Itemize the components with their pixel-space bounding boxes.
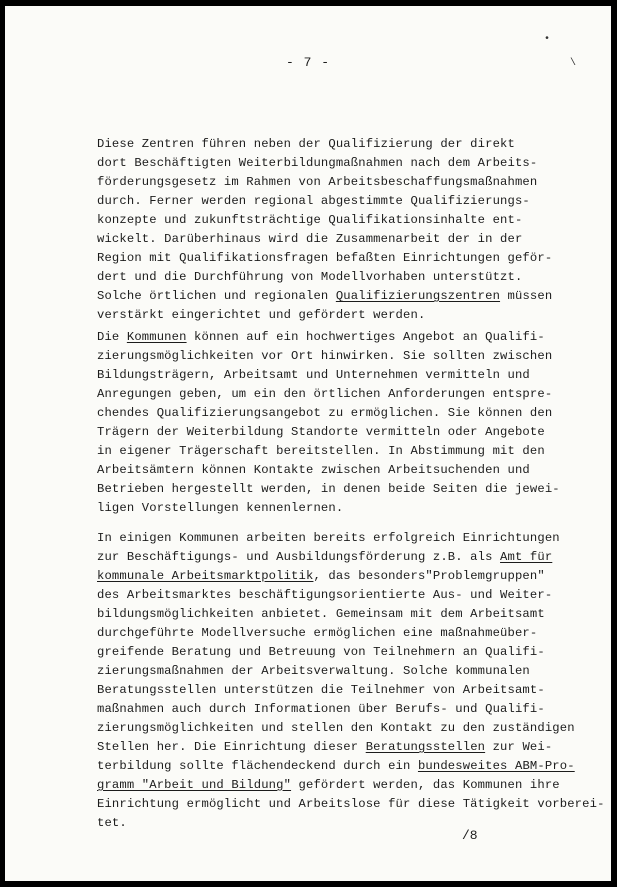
text-line: [97, 662, 605, 681]
underlined-term: gramm "Arbeit und Bildung": [97, 778, 292, 792]
text-line: [97, 605, 605, 624]
text-segment: gefördert werden, das Kommunen ihre: [291, 778, 560, 792]
scan-mark: •: [544, 34, 551, 45]
text-segment: Stellen her. Die Einrichtung dieser: [97, 740, 366, 754]
text-line: [97, 385, 560, 404]
text-line: [97, 795, 605, 814]
text-segment: Solche örtlichen und regionalen: [97, 289, 336, 303]
text-segment: maßnahmen auch durch Informationen über Berufs- und Qualifi-: [97, 702, 545, 716]
text-segment: chendes Qualifizierungsangebot zu ermöglichen. Sie können den: [97, 406, 553, 420]
text-line: [97, 347, 560, 366]
text-segment: terbildung sollte flächendeckend durch ein: [97, 759, 418, 773]
text-line: [97, 404, 560, 423]
page-number: - 7 -: [285, 55, 330, 70]
text-segment: zur Wei-: [485, 740, 553, 754]
text-segment: Bildungsträgern, Arbeitsamt und Unternehmen vermitteln und: [97, 368, 530, 382]
text-segment: konzepte und zukunftsträchtige Qualifikationsinhalte ent-: [97, 213, 523, 227]
text-line: [97, 461, 560, 480]
paragraph-beratungsstellen: [97, 529, 605, 833]
text-segment: zierungsmaßnahmen der Arbeitsverwaltung. Solche kommunalen: [97, 664, 530, 678]
text-segment: förderungsgesetz im Rahmen von Arbeitsbeschaffungsmaßnahmen: [97, 175, 538, 189]
text-line: [97, 211, 552, 230]
text-segment: greifende Beratung und Betreuung von Teilnehmern an Qualifi-: [97, 645, 545, 659]
text-segment: können auf ein hochwertiges Angebot an Qualifi-: [186, 330, 545, 344]
text-segment: Arbeitsämtern können Kontakte zwischen Arbeitsuchenden und: [97, 463, 530, 477]
text-line: [97, 738, 605, 757]
underlined-term: kommunale Arbeitsmarktpolitik: [97, 569, 314, 583]
text-line: [97, 154, 552, 173]
paragraph-qualifizierungszentren: [97, 135, 552, 325]
text-line: [97, 567, 605, 586]
underlined-term: Amt für: [500, 550, 553, 564]
text-segment: , das besonders"Problemgruppen": [313, 569, 545, 583]
text-line: [97, 230, 552, 249]
text-segment: wickelt. Darüberhinaus wird die Zusammenarbeit der in der: [97, 232, 523, 246]
text-segment: ligen Vorstellungen kennenlernen.: [97, 501, 344, 515]
text-segment: des Arbeitsmarktes beschäftigungsorientierte Aus- und Weiter-: [97, 588, 553, 602]
text-segment: Region mit Qualifikationsfragen befaßten Einrichtungen geför-: [97, 251, 553, 265]
text-line: [97, 135, 552, 154]
text-segment: Die: [97, 330, 127, 344]
text-segment: bildungsmöglichkeiten anbietet. Gemeinsam mit dem Arbeitsamt: [97, 607, 545, 621]
text-segment: Betrieben hergestellt werden, in denen beide Seiten die jewei-: [97, 482, 560, 496]
text-line: [97, 328, 560, 347]
text-line: [97, 268, 552, 287]
text-line: [97, 529, 605, 548]
text-line: [97, 442, 560, 461]
text-line: [97, 681, 605, 700]
text-segment: Einrichtung ermöglicht und Arbeitslose für diese Tätigkeit vorberei-: [97, 797, 605, 811]
text-line: [97, 249, 552, 268]
scan-mark: \: [570, 58, 577, 69]
underlined-term: Qualifizierungszentren: [335, 289, 501, 303]
text-segment: durchgeführte Modellversuche ermöglichen eine maßnahmeüber-: [97, 626, 538, 640]
text-line: [97, 499, 560, 518]
text-segment: durch. Ferner werden regional abgestimmte Qualifizierungs-: [97, 194, 530, 208]
next-page-reference: /8: [462, 828, 478, 843]
text-line: [97, 366, 560, 385]
text-segment: Trägern der Weiterbildung Standorte vermitteln oder Angebote: [97, 425, 545, 439]
paragraph-kommunen: [97, 328, 560, 518]
text-line: [97, 480, 560, 499]
text-line: [97, 757, 605, 776]
underlined-term: Beratungsstellen: [365, 740, 486, 754]
text-segment: dort Beschäftigten Weiterbildungmaßnahmen nach dem Arbeits-: [97, 156, 538, 170]
text-segment: zierungsmöglichkeiten und stellen den Kontakt zu den zuständigen: [97, 721, 575, 735]
text-line: [97, 624, 605, 643]
text-segment: In einigen Kommunen arbeiten bereits erfolgreich Einrichtungen: [97, 531, 560, 545]
text-segment: Beratungsstellen unterstützen die Teilnehmer von Arbeitsamt-: [97, 683, 545, 697]
text-segment: zierungsmöglichkeiten vor Ort hinwirken. Sie sollten zwischen: [97, 349, 553, 363]
text-segment: verstärkt eingerichtet und gefördert werden.: [97, 308, 426, 322]
text-segment: Diese Zentren führen neben der Qualifizierung der direkt: [97, 137, 515, 151]
underlined-term: Kommunen: [126, 330, 187, 344]
text-line: [97, 719, 605, 738]
text-line: [97, 173, 552, 192]
text-line: [97, 643, 605, 662]
text-segment: zur Beschäftigungs- und Ausbildungsförderung z.B. als: [97, 550, 501, 564]
text-segment: tet.: [97, 816, 127, 830]
text-line: [97, 586, 605, 605]
text-segment: in eigener Trägerschaft bereitstellen. In Abstimmung mit den: [97, 444, 545, 458]
text-segment: müssen: [500, 289, 553, 303]
text-line: [97, 192, 552, 211]
text-segment: Anregungen geben, um ein den örtlichen Anforderungen entspre-: [97, 387, 553, 401]
text-line: [97, 700, 605, 719]
document-page: [5, 6, 611, 881]
text-line: [97, 814, 605, 833]
text-line: [97, 287, 552, 306]
text-line: [97, 548, 605, 567]
text-segment: dert und die Durchführung von Modellvorhaben unterstützt.: [97, 270, 523, 284]
text-line: [97, 776, 605, 795]
underlined-term: bundesweites ABM-Pro-: [417, 759, 575, 773]
text-line: [97, 306, 552, 325]
text-line: [97, 423, 560, 442]
